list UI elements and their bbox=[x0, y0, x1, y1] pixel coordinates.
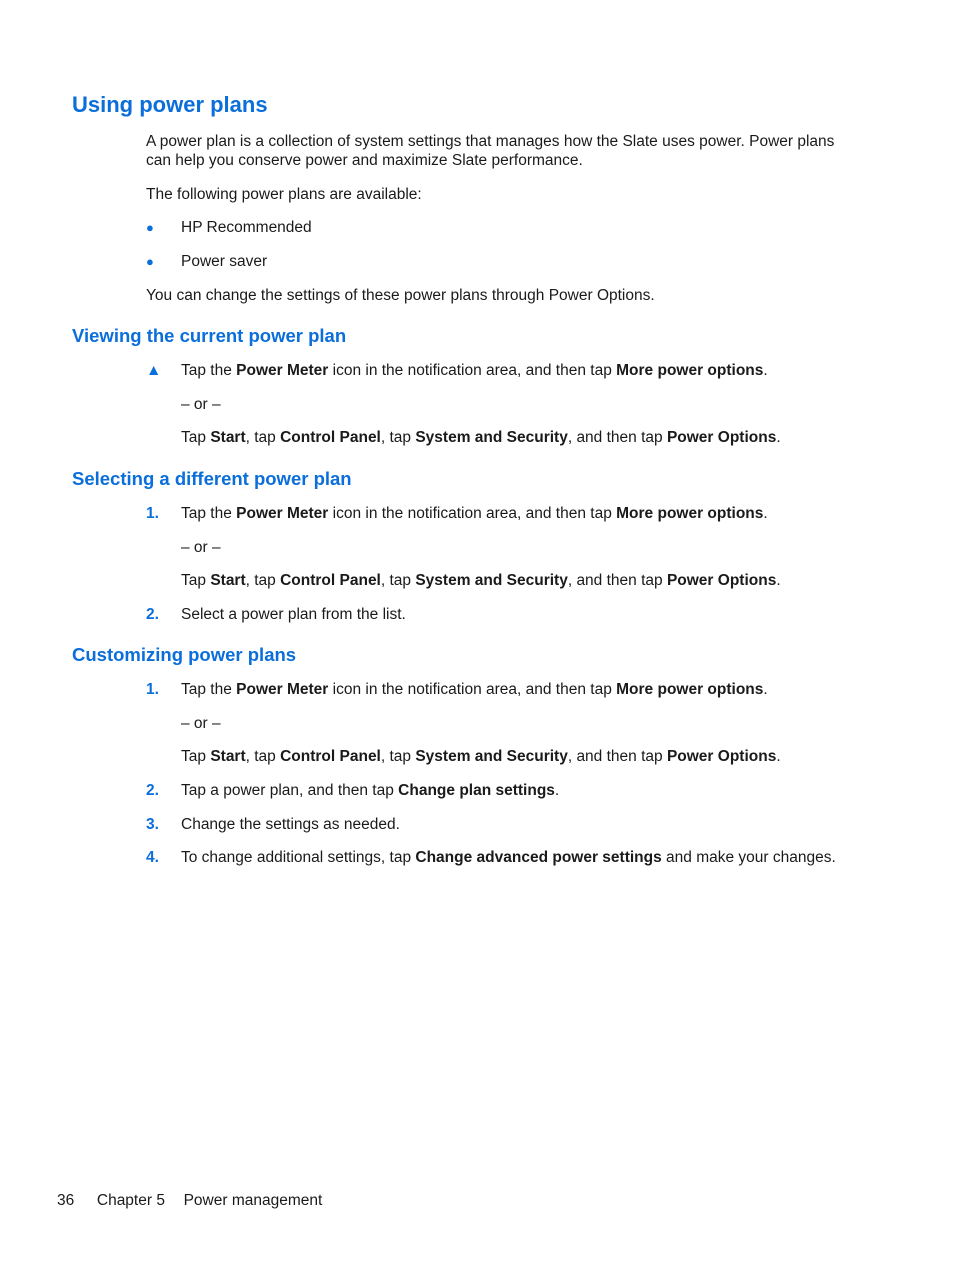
change-settings-text: You can change the settings of these power plans through Power Options. bbox=[146, 287, 655, 304]
step-power-meter bbox=[181, 504, 768, 523]
step-text: . bbox=[776, 429, 781, 446]
ui-term-system-security: System and Security bbox=[415, 572, 568, 589]
ui-term-more-power-options: More power options bbox=[616, 362, 764, 379]
step-text: , tap bbox=[245, 429, 281, 446]
step-text: , tap bbox=[380, 429, 416, 446]
available-text: The following power plans are available: bbox=[146, 186, 422, 203]
step-number: 2. bbox=[146, 606, 159, 623]
ui-term-system-security: System and Security bbox=[415, 748, 568, 765]
ui-term-system-security: System and Security bbox=[415, 429, 568, 446]
ui-term-power-meter: Power Meter bbox=[236, 505, 329, 522]
step-text: and make your changes. bbox=[661, 849, 836, 866]
ui-term-change-plan-settings: Change plan settings bbox=[398, 782, 555, 799]
step-control-panel bbox=[181, 428, 781, 447]
page-footer bbox=[57, 1192, 322, 1210]
section-heading-selecting: Selecting a different power plan bbox=[72, 468, 352, 489]
ui-term-more-power-options: More power options bbox=[616, 505, 764, 522]
step-text: . bbox=[776, 748, 781, 765]
step-control-panel bbox=[181, 747, 781, 766]
list-item-hp-recommended: HP Recommended bbox=[181, 219, 312, 236]
step-text: icon in the notification area, and then tap bbox=[328, 681, 617, 698]
step-text: Tap the bbox=[181, 362, 237, 379]
step-change-settings: Change the settings as needed. bbox=[181, 816, 400, 833]
step-text: Tap a power plan, and then tap bbox=[181, 782, 399, 799]
chapter-title: Power management bbox=[183, 1192, 323, 1209]
ui-term-power-meter: Power Meter bbox=[236, 681, 329, 698]
ui-term-change-advanced-power-settings: Change advanced power settings bbox=[415, 849, 662, 866]
step-number: 4. bbox=[146, 849, 159, 866]
ui-term-power-options: Power Options bbox=[666, 429, 777, 446]
step-text: , tap bbox=[245, 748, 281, 765]
step-power-meter bbox=[181, 680, 768, 699]
step-number: 1. bbox=[146, 681, 159, 698]
section-heading-customizing: Customizing power plans bbox=[72, 644, 297, 665]
page-number: 36 bbox=[57, 1192, 75, 1209]
step-text: Tap the bbox=[181, 505, 237, 522]
step-text: icon in the notification area, and then tap bbox=[328, 505, 617, 522]
step-text: Tap the bbox=[181, 681, 237, 698]
ui-term-control-panel: Control Panel bbox=[280, 572, 381, 589]
ui-term-start: Start bbox=[210, 572, 246, 589]
ui-term-start: Start bbox=[210, 429, 246, 446]
step-text: , tap bbox=[380, 748, 416, 765]
step-number: 3. bbox=[146, 816, 159, 833]
or-separator: – or – bbox=[181, 715, 221, 732]
step-advanced-settings bbox=[181, 848, 836, 867]
step-text: , and then tap bbox=[567, 429, 667, 446]
triangle-icon: ▲ bbox=[146, 362, 162, 379]
ui-term-power-options: Power Options bbox=[666, 748, 777, 765]
intro-paragraph bbox=[146, 132, 834, 170]
ui-term-more-power-options: More power options bbox=[616, 681, 764, 698]
intro-line-1: A power plan is a collection of system settings that manages how the Slate uses power. Power plans bbox=[146, 133, 835, 150]
ui-term-power-options: Power Options bbox=[666, 572, 777, 589]
step-text: . bbox=[763, 505, 768, 522]
ui-term-start: Start bbox=[210, 748, 246, 765]
step-select-plan: Select a power plan from the list. bbox=[181, 606, 406, 623]
bullet-icon: ● bbox=[146, 220, 154, 235]
step-text: . bbox=[776, 572, 781, 589]
ui-term-power-meter: Power Meter bbox=[236, 362, 329, 379]
step-power-meter bbox=[181, 361, 768, 380]
step-text: , and then tap bbox=[567, 572, 667, 589]
step-number: 1. bbox=[146, 505, 159, 522]
step-number: 2. bbox=[146, 782, 159, 799]
intro-line-2: can help you conserve power and maximize Slate performance. bbox=[146, 152, 583, 169]
chapter-label: Chapter 5 bbox=[96, 1192, 165, 1209]
step-text: , tap bbox=[245, 572, 281, 589]
step-text: , tap bbox=[380, 572, 416, 589]
ui-term-control-panel: Control Panel bbox=[280, 748, 381, 765]
step-text: . bbox=[763, 681, 768, 698]
step-text: Tap bbox=[181, 748, 211, 765]
page-title: Using power plans bbox=[72, 92, 268, 117]
step-text: icon in the notification area, and then tap bbox=[328, 362, 617, 379]
ui-term-control-panel: Control Panel bbox=[280, 429, 381, 446]
step-text: Tap bbox=[181, 572, 211, 589]
section-heading-viewing: Viewing the current power plan bbox=[72, 325, 347, 346]
list-item-power-saver: Power saver bbox=[181, 253, 268, 270]
step-control-panel bbox=[181, 571, 781, 590]
or-separator: – or – bbox=[181, 539, 221, 556]
step-text: , and then tap bbox=[567, 748, 667, 765]
step-text: To change additional settings, tap bbox=[181, 849, 416, 866]
bullet-icon: ● bbox=[146, 254, 154, 269]
step-text: . bbox=[763, 362, 768, 379]
step-change-plan-settings bbox=[181, 781, 559, 800]
or-separator: – or – bbox=[181, 396, 221, 413]
step-text: Tap bbox=[181, 429, 211, 446]
step-text: . bbox=[554, 782, 560, 799]
